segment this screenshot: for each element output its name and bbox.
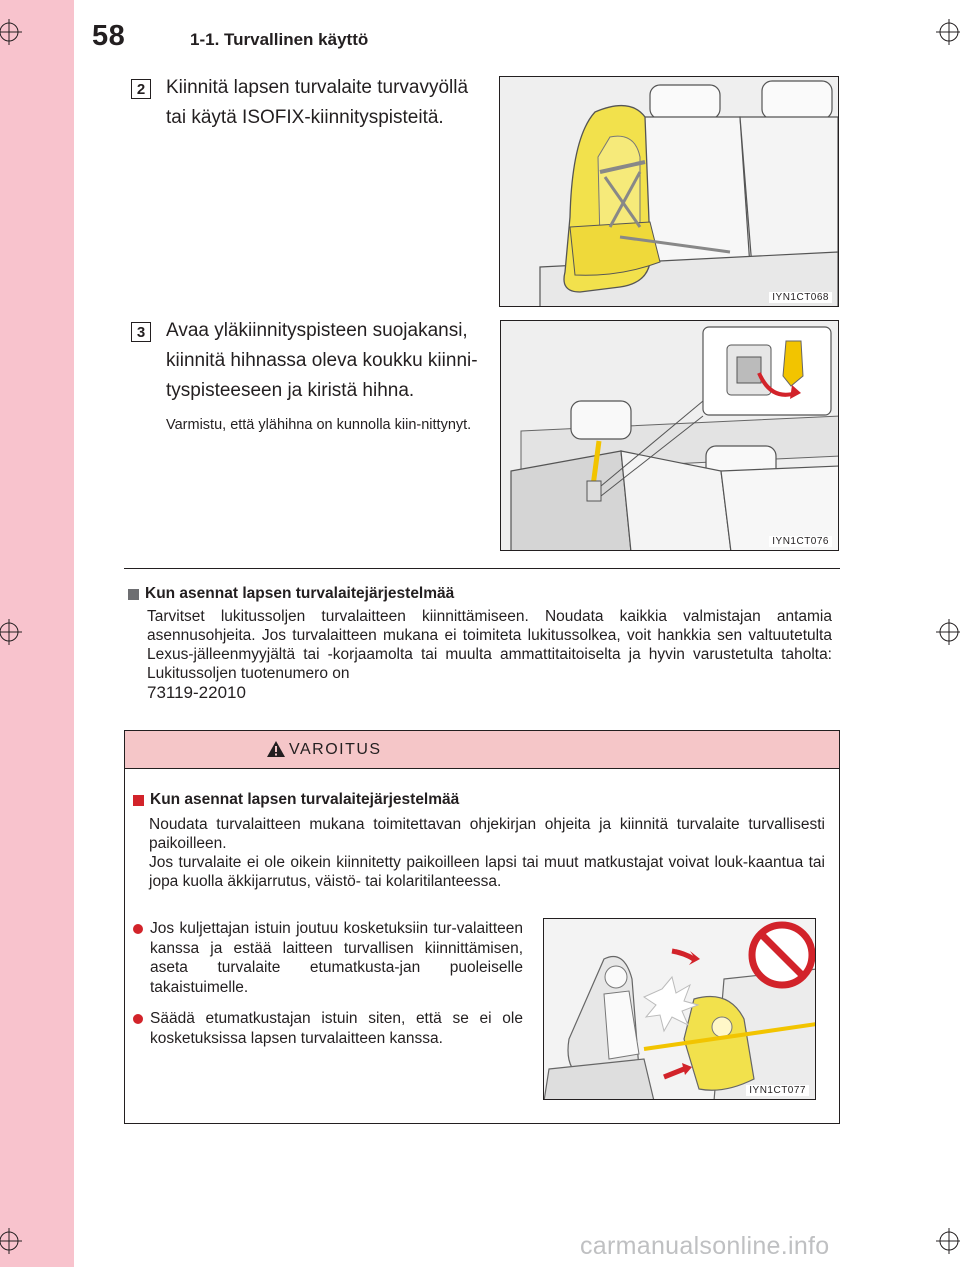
bullet-dot-icon bbox=[133, 924, 143, 934]
crop-mark-icon bbox=[0, 1228, 22, 1254]
crop-mark-icon bbox=[936, 619, 960, 645]
divider bbox=[124, 568, 840, 569]
top-tether-figure bbox=[500, 320, 839, 551]
warning-heading bbox=[133, 791, 459, 809]
warning-bullet bbox=[133, 919, 523, 997]
info-body bbox=[147, 607, 832, 703]
info-heading bbox=[128, 585, 454, 603]
info-heading-text: Kun asennat lapsen turvalaitejärjestelmää bbox=[145, 585, 455, 602]
part-number: 73119-22010 bbox=[147, 683, 246, 702]
warning-heading-text: Kun asennat lapsen turvalaitejärjestelmää bbox=[150, 791, 460, 808]
bullet-dot-icon bbox=[133, 1014, 143, 1024]
figure-code: IYN1CT068 bbox=[769, 292, 832, 303]
prohibited-placement-figure bbox=[543, 918, 816, 1100]
warning-bullet bbox=[133, 1009, 523, 1048]
watermark: carmanualsonline.info bbox=[580, 1232, 830, 1260]
figure-code: IYN1CT077 bbox=[746, 1085, 809, 1096]
info-body-text: Tarvitset lukitussoljen turvalaitteen kiinnittämiseen. Noudata kaikkia valmistajan antamia asennusohjeita. Jos turvalaitteen mukana ei toimiteta lukitussolkea, voit hankkia sen valtuutetulta Lexus-jälleenmyyjältä tai -korjaamolta tai muulta ammattitaitoiselta ja hyvin varustetulta taholta: Lukitussoljen tuotenumero on bbox=[147, 608, 832, 682]
warning-bullet-text: Jos kuljettajan istuin joutuu kosketuksiin tur-valaitteen kanssa ja estää laitteen turvallisen kiinnittämisen, aseta turvalaite etumatkusta-jan puoleiselle takaistuimelle. bbox=[150, 920, 523, 996]
warning-box bbox=[124, 730, 840, 1124]
warning-triangle-icon bbox=[266, 740, 286, 758]
crop-mark-icon bbox=[936, 1228, 960, 1254]
warning-body bbox=[149, 815, 825, 891]
section-title: 1-1. Turvallinen käyttö bbox=[190, 30, 369, 49]
step-number: 3 bbox=[131, 322, 151, 342]
step-number: 2 bbox=[131, 79, 151, 99]
page-number: 58 bbox=[92, 20, 126, 52]
square-bullet-icon bbox=[128, 589, 139, 600]
child-seat-figure bbox=[499, 76, 839, 307]
warning-body-text: Jos turvalaite ei ole oikein kiinnitetty paikoilleen lapsi tai muut matkustajat voivat louk-kaantua tai jopa kuolla äkkijarrutus, väistö- tai kolaritilanteessa. bbox=[149, 854, 825, 890]
step-note: Varmistu, että ylähihna on kunnolla kiin-nittynyt. bbox=[166, 417, 472, 433]
square-bullet-icon bbox=[133, 795, 144, 806]
crop-mark-icon bbox=[936, 19, 960, 45]
warning-header bbox=[125, 731, 839, 769]
warning-body-text: Noudata turvalaitteen mukana toimitettavan ohjekirjan ohjeita ja kiinnitä turvalaite turvallisesti paikoilleen. bbox=[149, 816, 825, 852]
crop-mark-icon bbox=[0, 19, 22, 45]
crop-mark-icon bbox=[0, 619, 22, 645]
step-text: Avaa yläkiinnityspisteen suojakansi, kiinnitä hihnassa oleva koukku kiinni-tyspisteeseen ja kiristä hihna. bbox=[166, 320, 478, 401]
figure-code: IYN1CT076 bbox=[769, 536, 832, 547]
warning-title: VAROITUS bbox=[289, 741, 382, 758]
warning-bullet-text: Säädä etumatkustajan istuin siten, että se ei ole kosketuksissa lapsen turvalaitteen kanssa. bbox=[150, 1010, 523, 1047]
step-text: Kiinnitä lapsen turvalaite turvavyöllä tai käytä ISOFIX-kiinnityspisteitä. bbox=[166, 77, 469, 128]
